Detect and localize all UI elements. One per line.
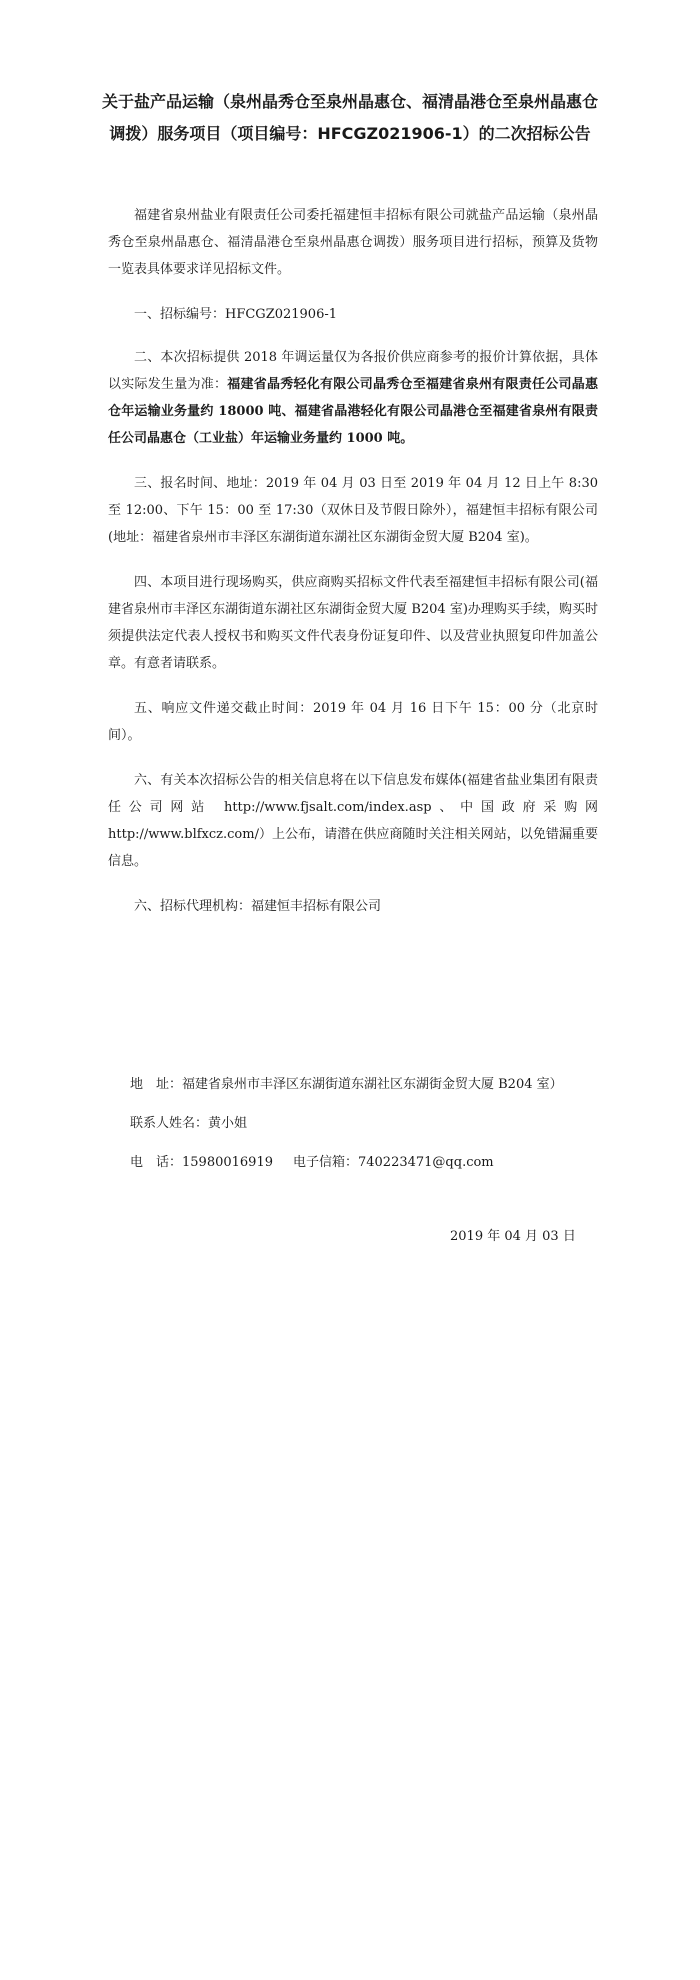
contact-email: 电子信箱：740223471@qq.com [292,1155,494,1170]
tender-number: 一、招标编号：HFCGZ021906-1 [134,307,338,322]
agency-paragraph: 六、招标代理机构：福建恒丰招标有限公司 [134,899,382,914]
contact-address: 地 址：福建省泉州市丰泽区东湖街道东湖社区东湖街金贸大厦 B204 室） [130,1077,563,1092]
deadline-paragraph: 五、响应文件递交截止时间：2019 年 04 月 16 日下午 15：00 分（北京时间）。 [108,701,598,743]
contact-block [108,1075,608,1192]
registration-paragraph: 三、报名时间、地址：2019 年 04 月 03 日至 2019 年 04 月 12 日上午 8:30 至 12:00、下午 15：00 至 17:30（双休日及节假日除外），福建恒丰招标有限公司(地址：福建省泉州市丰泽区东湖街道东湖社区东湖街金贸大厦 B204 室)。 [108,476,598,545]
volume-paragraph [108,344,598,452]
notice-title: 关于盐产品运输（泉州晶秀仓至泉州晶惠仓、福清晶港仓至泉州晶惠仓调拨）服务项目（项目编号：HFCGZ021906-1）的二次招标公告 [101,92,598,143]
contact-phone: 电 话：15980016919 [130,1155,273,1170]
volume-bold-text: 福建省晶秀轻化有限公司晶秀仓至福建省泉州有限责任公司晶惠仓年运输业务量约 18000 吨、福建省晶港轻化有限公司晶港仓至福建省泉州有限责任公司晶惠仓（工业盐）年运输业务量约 1000 吨。 [108,377,598,446]
notice-body [108,202,598,936]
contact-person: 联系人姓名：黄小姐 [130,1116,248,1131]
intro-paragraph: 福建省泉州盐业有限责任公司委托福建恒丰招标有限公司就盐产品运输（泉州晶秀仓至泉州晶惠仓、福清晶港仓至泉州晶惠仓调拨）服务项目进行招标，预算及货物一览表具体要求详见招标文件。 [108,208,598,277]
purchase-paragraph: 四、本项目进行现场购买，供应商购买招标文件代表至福建恒丰招标有限公司(福建省泉州市丰泽区东湖街道东湖社区东湖街金贸大厦 B204 室)办理购买手续，购买时须提供法定代表人授权书和购买文件代表身份证复印件、以及营业执照复印件加盖公章。有意者请联系。 [108,575,598,671]
media-paragraph: 六、有关本次招标公告的相关信息将在以下信息发布媒体(福建省盐业集团有限责任公司网站 http://www.fjsalt.com/index.asp、中国政府采购网 http://www.blfxcz.com/）上公布，请潜在供应商随时关注相关网站，以免错漏重要信息。 [108,773,598,869]
volume-text: 二、本次招标提供 2018 年调运量仅为各报价供应商参考的报价计算依据，具体以实际发生量为准： [108,350,598,392]
contact-phone-email [130,1153,608,1173]
notice-date: 2019 年 04 月 03 日 [450,1229,576,1244]
